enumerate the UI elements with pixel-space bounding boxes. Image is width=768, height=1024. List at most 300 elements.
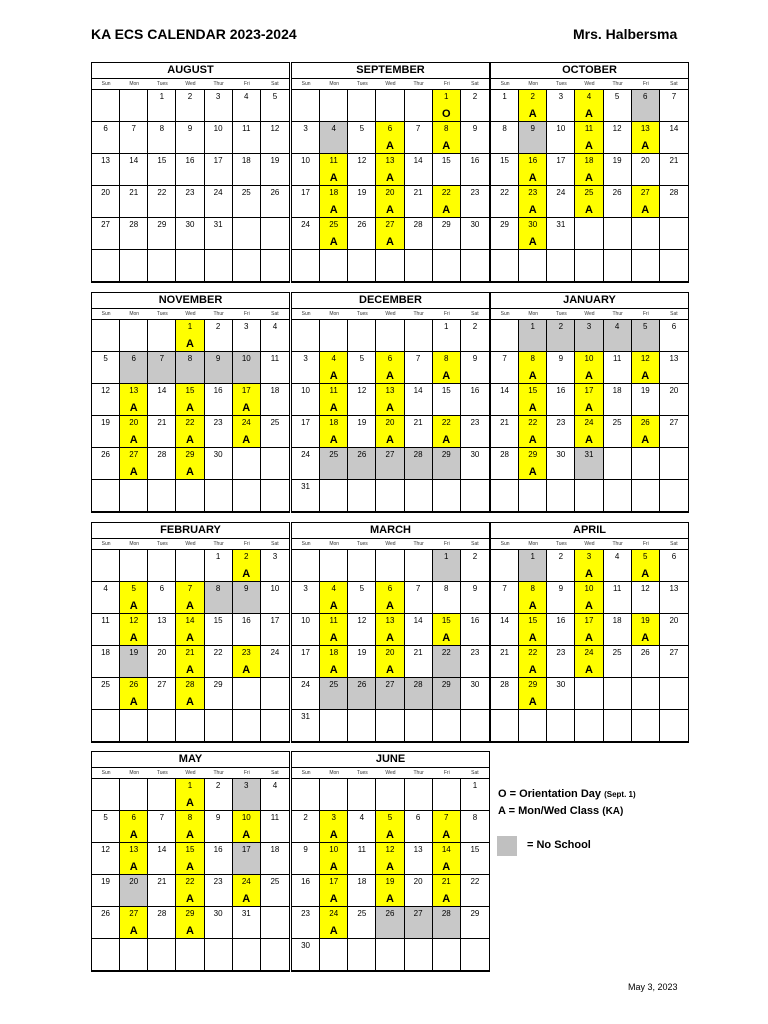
day-number: 24 <box>584 418 594 427</box>
day-cell <box>575 154 603 186</box>
day-cell <box>376 186 404 218</box>
weekday-label: Thur <box>213 770 224 776</box>
weekday-label: Sat <box>271 770 279 776</box>
empty-cell <box>405 250 433 282</box>
day-number: 4 <box>614 552 620 561</box>
month-april <box>490 522 689 743</box>
empty-cell <box>261 448 289 480</box>
day-code: A <box>386 204 394 216</box>
weekday-label: Sun <box>101 311 111 317</box>
day-number: 27 <box>157 680 167 689</box>
empty-cell <box>547 480 575 512</box>
month-name: DECEMBER <box>292 293 489 309</box>
day-number: 25 <box>357 909 367 918</box>
day-cell <box>660 122 688 154</box>
day-number: 12 <box>129 616 139 625</box>
day-code: A <box>329 204 338 216</box>
day-number: 30 <box>470 450 480 459</box>
day-number: 16 <box>213 845 223 854</box>
day-code: A <box>186 402 194 414</box>
day-code: A <box>242 893 251 905</box>
day-code: A <box>442 829 451 841</box>
empty-cell <box>320 779 348 811</box>
day-cell <box>376 122 404 154</box>
day-number: 1 <box>472 781 478 790</box>
day-number: 6 <box>131 354 136 363</box>
day-cell <box>376 843 404 875</box>
day-number: 20 <box>385 648 395 657</box>
empty-cell <box>148 710 176 742</box>
day-cell <box>320 614 348 646</box>
day-number: 30 <box>556 680 566 689</box>
day-cell <box>292 416 320 448</box>
day-number: 3 <box>558 92 564 101</box>
day-cell <box>292 448 320 480</box>
day-number: 19 <box>101 418 111 427</box>
day-cell <box>575 614 603 646</box>
day-cell <box>405 352 433 384</box>
day-code: A <box>528 466 537 478</box>
day-number: 13 <box>129 845 139 854</box>
day-number: 4 <box>272 781 278 790</box>
day-cell <box>176 122 204 154</box>
day-number: 28 <box>185 680 195 689</box>
day-number: 9 <box>215 813 221 822</box>
empty-cell <box>233 448 261 480</box>
month-december <box>291 292 490 513</box>
day-cell <box>604 352 632 384</box>
day-cell <box>461 90 489 122</box>
day-number: 3 <box>215 92 221 101</box>
day-code: A <box>242 568 251 580</box>
day-number: 29 <box>185 450 195 459</box>
day-cell <box>604 384 632 416</box>
day-cell <box>376 678 404 710</box>
day-cell <box>176 875 204 907</box>
day-cell <box>405 448 433 480</box>
day-cell <box>320 186 348 218</box>
day-cell <box>320 352 348 384</box>
day-cell <box>320 678 348 710</box>
empty-cell <box>120 90 148 122</box>
day-cell <box>660 646 688 678</box>
day-number: 7 <box>671 92 677 101</box>
weekday-label: Sat <box>271 311 279 317</box>
weekday-label: Fri <box>443 770 450 776</box>
weekday-label: Mon <box>528 311 539 317</box>
empty-cell <box>320 550 348 582</box>
day-number: 21 <box>500 418 510 427</box>
weekday-header <box>292 768 489 779</box>
empty-cell <box>547 710 575 742</box>
day-code: A <box>585 108 593 120</box>
weekday-label: Mon <box>129 311 140 317</box>
empty-cell <box>632 448 660 480</box>
day-cell <box>433 154 461 186</box>
day-cell <box>547 218 575 250</box>
day-cell <box>547 90 575 122</box>
day-number: 28 <box>157 909 167 918</box>
day-cell <box>348 218 376 250</box>
day-number: 20 <box>669 616 679 625</box>
day-code: A <box>442 434 451 446</box>
day-number: 27 <box>640 188 650 197</box>
day-number: 18 <box>270 845 280 854</box>
empty-cell <box>320 480 348 512</box>
month-june <box>291 751 490 972</box>
day-cell <box>547 122 575 154</box>
day-number: 14 <box>413 386 423 395</box>
day-cell <box>433 678 461 710</box>
day-number: 14 <box>441 845 451 854</box>
day-number: 6 <box>671 322 677 331</box>
day-cell <box>348 907 376 939</box>
day-code: A <box>329 893 338 905</box>
day-cell <box>148 186 176 218</box>
day-code: A <box>528 434 537 446</box>
day-cell <box>660 614 688 646</box>
weekday-label: Sat <box>271 81 279 87</box>
weekday-label: Fri <box>443 311 450 317</box>
day-cell <box>433 384 461 416</box>
day-cell <box>205 90 233 122</box>
day-cell <box>405 843 433 875</box>
month-name: FEBRUARY <box>92 523 289 539</box>
day-number: 12 <box>357 386 367 395</box>
day-grid <box>92 550 289 742</box>
empty-cell <box>405 779 433 811</box>
day-number: 20 <box>640 156 650 165</box>
day-code: A <box>329 434 338 446</box>
empty-cell <box>148 480 176 512</box>
day-cell <box>176 384 204 416</box>
day-cell <box>660 416 688 448</box>
day-cell <box>405 186 433 218</box>
day-code: A <box>386 236 394 248</box>
day-number: 8 <box>187 354 193 363</box>
day-cell <box>120 218 148 250</box>
weekday-label: Tues <box>555 541 567 547</box>
day-number: 23 <box>241 648 251 657</box>
day-number: 21 <box>157 418 167 427</box>
day-number: 24 <box>301 680 311 689</box>
day-cell <box>205 352 233 384</box>
day-cell <box>292 614 320 646</box>
empty-cell <box>376 779 404 811</box>
day-number: 2 <box>244 552 249 561</box>
empty-cell <box>120 250 148 282</box>
day-cell <box>405 384 433 416</box>
day-number: 2 <box>303 813 308 822</box>
day-grid <box>491 320 688 512</box>
day-number: 6 <box>643 92 648 101</box>
day-code: A <box>186 829 194 841</box>
day-number: 15 <box>441 386 451 395</box>
day-cell <box>376 448 404 480</box>
weekday-label: Sat <box>670 81 678 87</box>
day-cell <box>461 352 489 384</box>
day-cell <box>433 550 461 582</box>
empty-cell <box>261 678 289 710</box>
day-cell <box>433 843 461 875</box>
day-cell <box>92 582 120 614</box>
day-cell <box>632 384 660 416</box>
day-cell <box>660 582 688 614</box>
empty-cell <box>261 939 289 971</box>
day-cell <box>148 875 176 907</box>
day-cell <box>405 646 433 678</box>
day-cell <box>519 614 547 646</box>
day-cell <box>461 614 489 646</box>
day-cell <box>632 154 660 186</box>
day-number: 5 <box>643 322 648 331</box>
day-code: A <box>186 664 194 676</box>
day-number: 11 <box>357 845 366 854</box>
day-number: 22 <box>441 648 451 657</box>
day-number: 5 <box>359 124 365 133</box>
weekday-label: Fri <box>243 770 250 776</box>
day-number: 1 <box>530 322 535 331</box>
empty-cell <box>320 710 348 742</box>
day-number: 22 <box>157 188 167 197</box>
day-cell <box>604 646 632 678</box>
day-number: 16 <box>470 386 480 395</box>
day-number: 23 <box>185 188 195 197</box>
weekday-label: Sun <box>301 81 311 87</box>
weekday-header <box>491 79 688 90</box>
day-cell <box>547 678 575 710</box>
day-cell <box>348 448 376 480</box>
weekday-label: Tues <box>555 311 567 317</box>
empty-cell <box>120 320 148 352</box>
day-cell <box>292 646 320 678</box>
day-number: 26 <box>357 450 367 459</box>
day-code: A <box>585 664 593 676</box>
updated-date: May 3, 2023 <box>628 982 678 992</box>
day-number: 14 <box>500 616 510 625</box>
day-grid <box>292 779 489 971</box>
day-cell <box>261 550 289 582</box>
day-cell <box>660 352 688 384</box>
weekday-label: Sat <box>271 541 279 547</box>
day-number: 22 <box>185 418 195 427</box>
day-cell <box>632 416 660 448</box>
day-number: 30 <box>528 220 538 229</box>
weekday-label: Fri <box>443 541 450 547</box>
day-cell <box>461 678 489 710</box>
day-cell <box>292 384 320 416</box>
day-cell <box>376 875 404 907</box>
day-number: 11 <box>329 156 338 165</box>
day-number: 8 <box>530 584 535 593</box>
day-number: 3 <box>244 781 249 790</box>
month-name: APRIL <box>491 523 688 539</box>
day-cell <box>461 416 489 448</box>
day-number: 10 <box>556 124 566 133</box>
day-number: 13 <box>385 616 395 625</box>
empty-cell <box>233 218 261 250</box>
day-cell <box>376 907 404 939</box>
day-number: 31 <box>301 712 311 721</box>
day-cell <box>261 779 289 811</box>
day-cell <box>148 218 176 250</box>
day-cell <box>660 320 688 352</box>
weekday-label: Thur <box>413 541 424 547</box>
day-code: A <box>442 140 451 152</box>
day-cell <box>604 154 632 186</box>
day-cell <box>176 90 204 122</box>
day-number: 25 <box>241 188 251 197</box>
day-number: 15 <box>528 386 538 395</box>
day-cell <box>547 186 575 218</box>
day-cell <box>519 384 547 416</box>
day-cell <box>632 614 660 646</box>
day-cell <box>632 352 660 384</box>
day-cell <box>233 779 261 811</box>
empty-cell <box>433 710 461 742</box>
day-code: A <box>528 204 537 216</box>
day-cell <box>376 811 404 843</box>
day-cell <box>320 384 348 416</box>
empty-cell <box>348 779 376 811</box>
day-number: 10 <box>270 584 280 593</box>
day-number: 19 <box>101 877 111 886</box>
weekday-label: Sun <box>500 81 510 87</box>
day-number: 1 <box>502 92 507 101</box>
calendar-title: KA ECS CALENDAR 2023-2024 <box>91 26 297 42</box>
day-number: 19 <box>270 156 280 165</box>
legend-class <box>498 805 623 817</box>
empty-cell <box>292 320 320 352</box>
month-name: MARCH <box>292 523 489 539</box>
day-cell <box>292 186 320 218</box>
day-cell <box>233 843 261 875</box>
day-code: A <box>641 632 650 644</box>
day-code: A <box>528 600 537 612</box>
day-number: 3 <box>586 552 592 561</box>
weekday-label: Fri <box>642 81 649 87</box>
day-number: 15 <box>500 156 510 165</box>
day-number: 10 <box>301 616 311 625</box>
day-number: 27 <box>669 648 679 657</box>
day-cell <box>405 614 433 646</box>
day-number: 25 <box>270 418 280 427</box>
weekday-label: Tues <box>156 541 168 547</box>
day-number: 23 <box>301 909 311 918</box>
day-cell <box>604 186 632 218</box>
day-number: 4 <box>586 92 592 101</box>
day-number: 10 <box>301 156 311 165</box>
weekday-label: Sun <box>500 311 510 317</box>
day-grid <box>92 320 289 512</box>
day-code: A <box>329 370 338 382</box>
day-cell <box>519 678 547 710</box>
day-cell <box>519 352 547 384</box>
day-cell <box>376 352 404 384</box>
day-cell <box>176 614 204 646</box>
day-number: 24 <box>241 418 251 427</box>
day-cell <box>292 811 320 843</box>
day-number: 9 <box>187 124 193 133</box>
weekday-label: Tues <box>356 541 368 547</box>
day-cell <box>461 218 489 250</box>
day-number: 18 <box>241 156 251 165</box>
day-number: 12 <box>612 124 622 133</box>
day-cell <box>320 582 348 614</box>
day-number: 1 <box>530 552 535 561</box>
day-number: 14 <box>129 156 139 165</box>
day-number: 15 <box>470 845 480 854</box>
day-cell <box>120 384 148 416</box>
day-number: 6 <box>387 584 393 593</box>
day-cell <box>405 154 433 186</box>
day-cell <box>233 646 261 678</box>
day-cell <box>491 416 519 448</box>
day-number: 2 <box>187 92 193 101</box>
day-number: 7 <box>415 124 421 133</box>
day-number: 4 <box>272 322 278 331</box>
day-cell <box>632 582 660 614</box>
day-number: 10 <box>301 386 311 395</box>
day-code: A <box>528 108 537 120</box>
day-code: A <box>329 236 338 248</box>
legend-class-text: A = Mon/Wed Class <box>498 805 600 817</box>
day-cell <box>92 646 120 678</box>
empty-cell <box>320 320 348 352</box>
day-number: 17 <box>301 648 311 657</box>
empty-cell <box>120 710 148 742</box>
day-code: A <box>129 925 138 937</box>
day-cell <box>575 122 603 154</box>
day-cell <box>575 320 603 352</box>
day-number: 7 <box>415 584 421 593</box>
weekday-label: Sun <box>301 541 311 547</box>
day-cell <box>120 614 148 646</box>
empty-cell <box>92 550 120 582</box>
day-cell <box>205 218 233 250</box>
day-cell <box>292 939 320 971</box>
day-cell <box>148 678 176 710</box>
day-cell <box>233 416 261 448</box>
empty-cell <box>632 678 660 710</box>
day-cell <box>292 678 320 710</box>
day-number: 7 <box>502 354 507 363</box>
weekday-label: Tues <box>156 311 168 317</box>
day-cell <box>632 320 660 352</box>
day-code: A <box>585 370 593 382</box>
day-cell <box>176 448 204 480</box>
day-number: 9 <box>303 845 308 854</box>
empty-cell <box>604 448 632 480</box>
day-cell <box>205 646 233 678</box>
day-cell <box>205 320 233 352</box>
day-cell <box>491 582 519 614</box>
empty-cell <box>461 710 489 742</box>
day-cell <box>292 843 320 875</box>
day-number: 9 <box>530 124 535 133</box>
empty-cell <box>92 779 120 811</box>
day-number: 31 <box>556 220 566 229</box>
day-cell <box>433 614 461 646</box>
day-cell <box>205 907 233 939</box>
day-number: 30 <box>213 450 223 459</box>
legend-orientation-text: O = Orientation Day <box>498 788 601 800</box>
day-cell <box>433 582 461 614</box>
day-number: 13 <box>640 124 650 133</box>
day-cell <box>261 352 289 384</box>
day-cell <box>233 582 261 614</box>
day-cell <box>348 352 376 384</box>
